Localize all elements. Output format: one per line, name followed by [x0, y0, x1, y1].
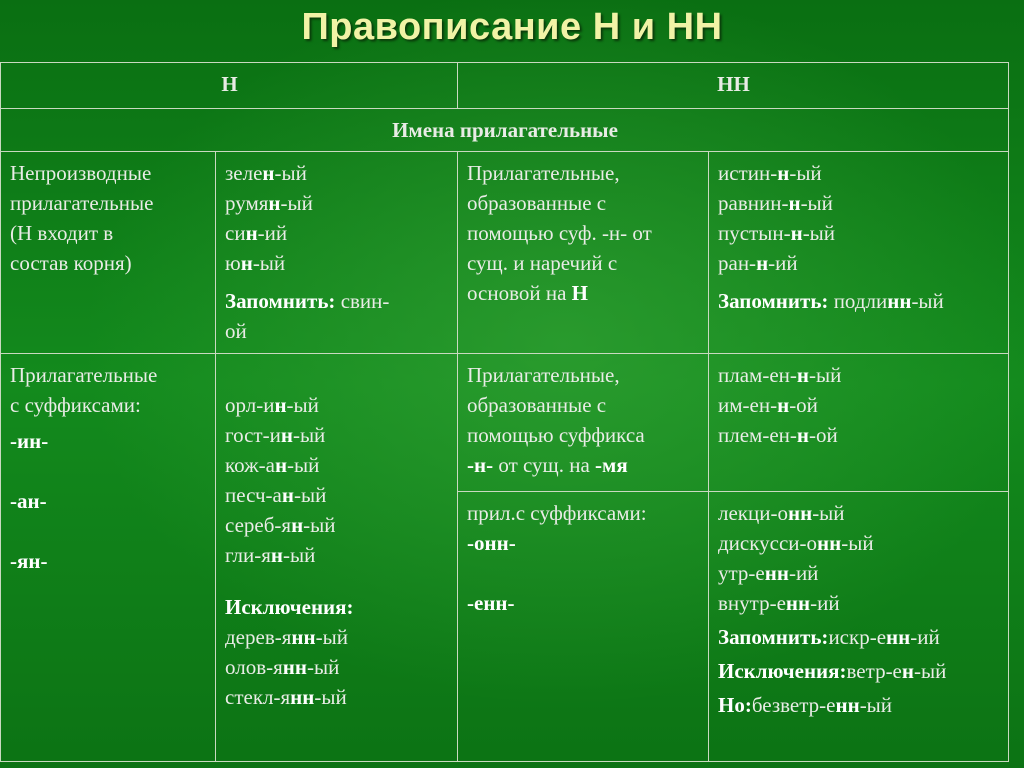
text-line: Прилагательные,	[467, 363, 620, 387]
example-word: стекл-янн-ый	[225, 685, 347, 709]
example-word: истин-н-ый	[718, 161, 822, 185]
section-heading: Имена прилагательные	[1, 109, 1009, 152]
example-word: гост-ин-ый	[225, 423, 326, 447]
example-word: гли-ян-ый	[225, 543, 316, 567]
text-line: ой	[225, 319, 247, 343]
suffix-label: -енн-	[467, 591, 515, 615]
remember-note: Запомнить: подлинн-ый	[718, 289, 944, 313]
row1-nn-description	[458, 152, 709, 354]
suffix-label: -ан-	[10, 489, 47, 513]
example-word: дискусси-онн-ый	[718, 531, 874, 555]
example-word: плам-ен-н-ый	[718, 363, 842, 387]
example-word: ран-н-ий	[718, 251, 798, 275]
remember-note: Запомнить: свин-	[225, 289, 390, 313]
example-word: орл-ин-ый	[225, 393, 319, 417]
text-line: помощью суф. -н- от	[467, 221, 652, 245]
text-line: Непроизводные	[10, 161, 152, 185]
text-line: состав корня)	[10, 251, 132, 275]
exceptions-note: Исключения:ветр-ен-ый	[718, 659, 947, 683]
header-nn: НН	[458, 63, 1009, 109]
text-line: образованные с	[467, 191, 607, 215]
suffix-label: -ин-	[10, 429, 49, 453]
example-word: сереб-ян-ый	[225, 513, 336, 537]
example-word: утр-енн-ий	[718, 561, 819, 585]
example-word: зелен-ый	[225, 161, 307, 185]
suffix-label: -ян-	[10, 549, 48, 573]
example-word: пустын-н-ый	[718, 221, 836, 245]
row1-n-examples	[216, 152, 458, 354]
row2-n-description	[1, 354, 216, 762]
row2a-nn-description	[458, 354, 709, 492]
example-word: внутр-енн-ий	[718, 591, 840, 615]
but-note: Но:безветр-енн-ый	[718, 693, 893, 717]
row2a-nn-examples	[709, 354, 1009, 492]
header-n: Н	[1, 63, 458, 109]
row1-nn-examples	[709, 152, 1009, 354]
suffix-label: -онн-	[467, 531, 516, 555]
example-word: син-ий	[225, 221, 288, 245]
example-word: олов-янн-ый	[225, 655, 340, 679]
example-word: дерев-янн-ый	[225, 625, 348, 649]
example-word: им-ен-н-ой	[718, 393, 818, 417]
spelling-table	[0, 62, 1009, 762]
example-word: лекци-онн-ый	[718, 501, 845, 525]
example-word: плем-ен-н-ой	[718, 423, 838, 447]
row2-n-examples	[216, 354, 458, 762]
row2b-nn-description	[458, 492, 709, 762]
text-line: сущ. и наречий с	[467, 251, 618, 275]
example-word: песч-ан-ый	[225, 483, 327, 507]
example-word: юн-ый	[225, 251, 286, 275]
slide-title: Правописание Н и НН	[301, 6, 723, 48]
exceptions-note: Исключения:	[225, 595, 354, 619]
text-line: прилагательные	[10, 191, 154, 215]
row1-n-description	[1, 152, 216, 354]
row2b-nn-examples	[709, 492, 1009, 762]
text-line: (Н входит в	[10, 221, 114, 245]
text-line: прил.с суффиксами:	[467, 501, 647, 525]
example-word: равнин-н-ый	[718, 191, 833, 215]
text-line: -н- от сущ. на -мя	[467, 453, 628, 477]
text-line: Прилагательные	[10, 363, 158, 387]
remember-note: Запомнить:искр-енн-ий	[718, 625, 940, 649]
text-line: Прилагательные,	[467, 161, 620, 185]
text-line: основой на Н	[467, 281, 588, 305]
text-line: образованные с	[467, 393, 607, 417]
example-word: румян-ый	[225, 191, 313, 215]
text-line: помощью суффикса	[467, 423, 645, 447]
example-word: кож-ан-ый	[225, 453, 320, 477]
text-line: с суффиксами:	[10, 393, 141, 417]
